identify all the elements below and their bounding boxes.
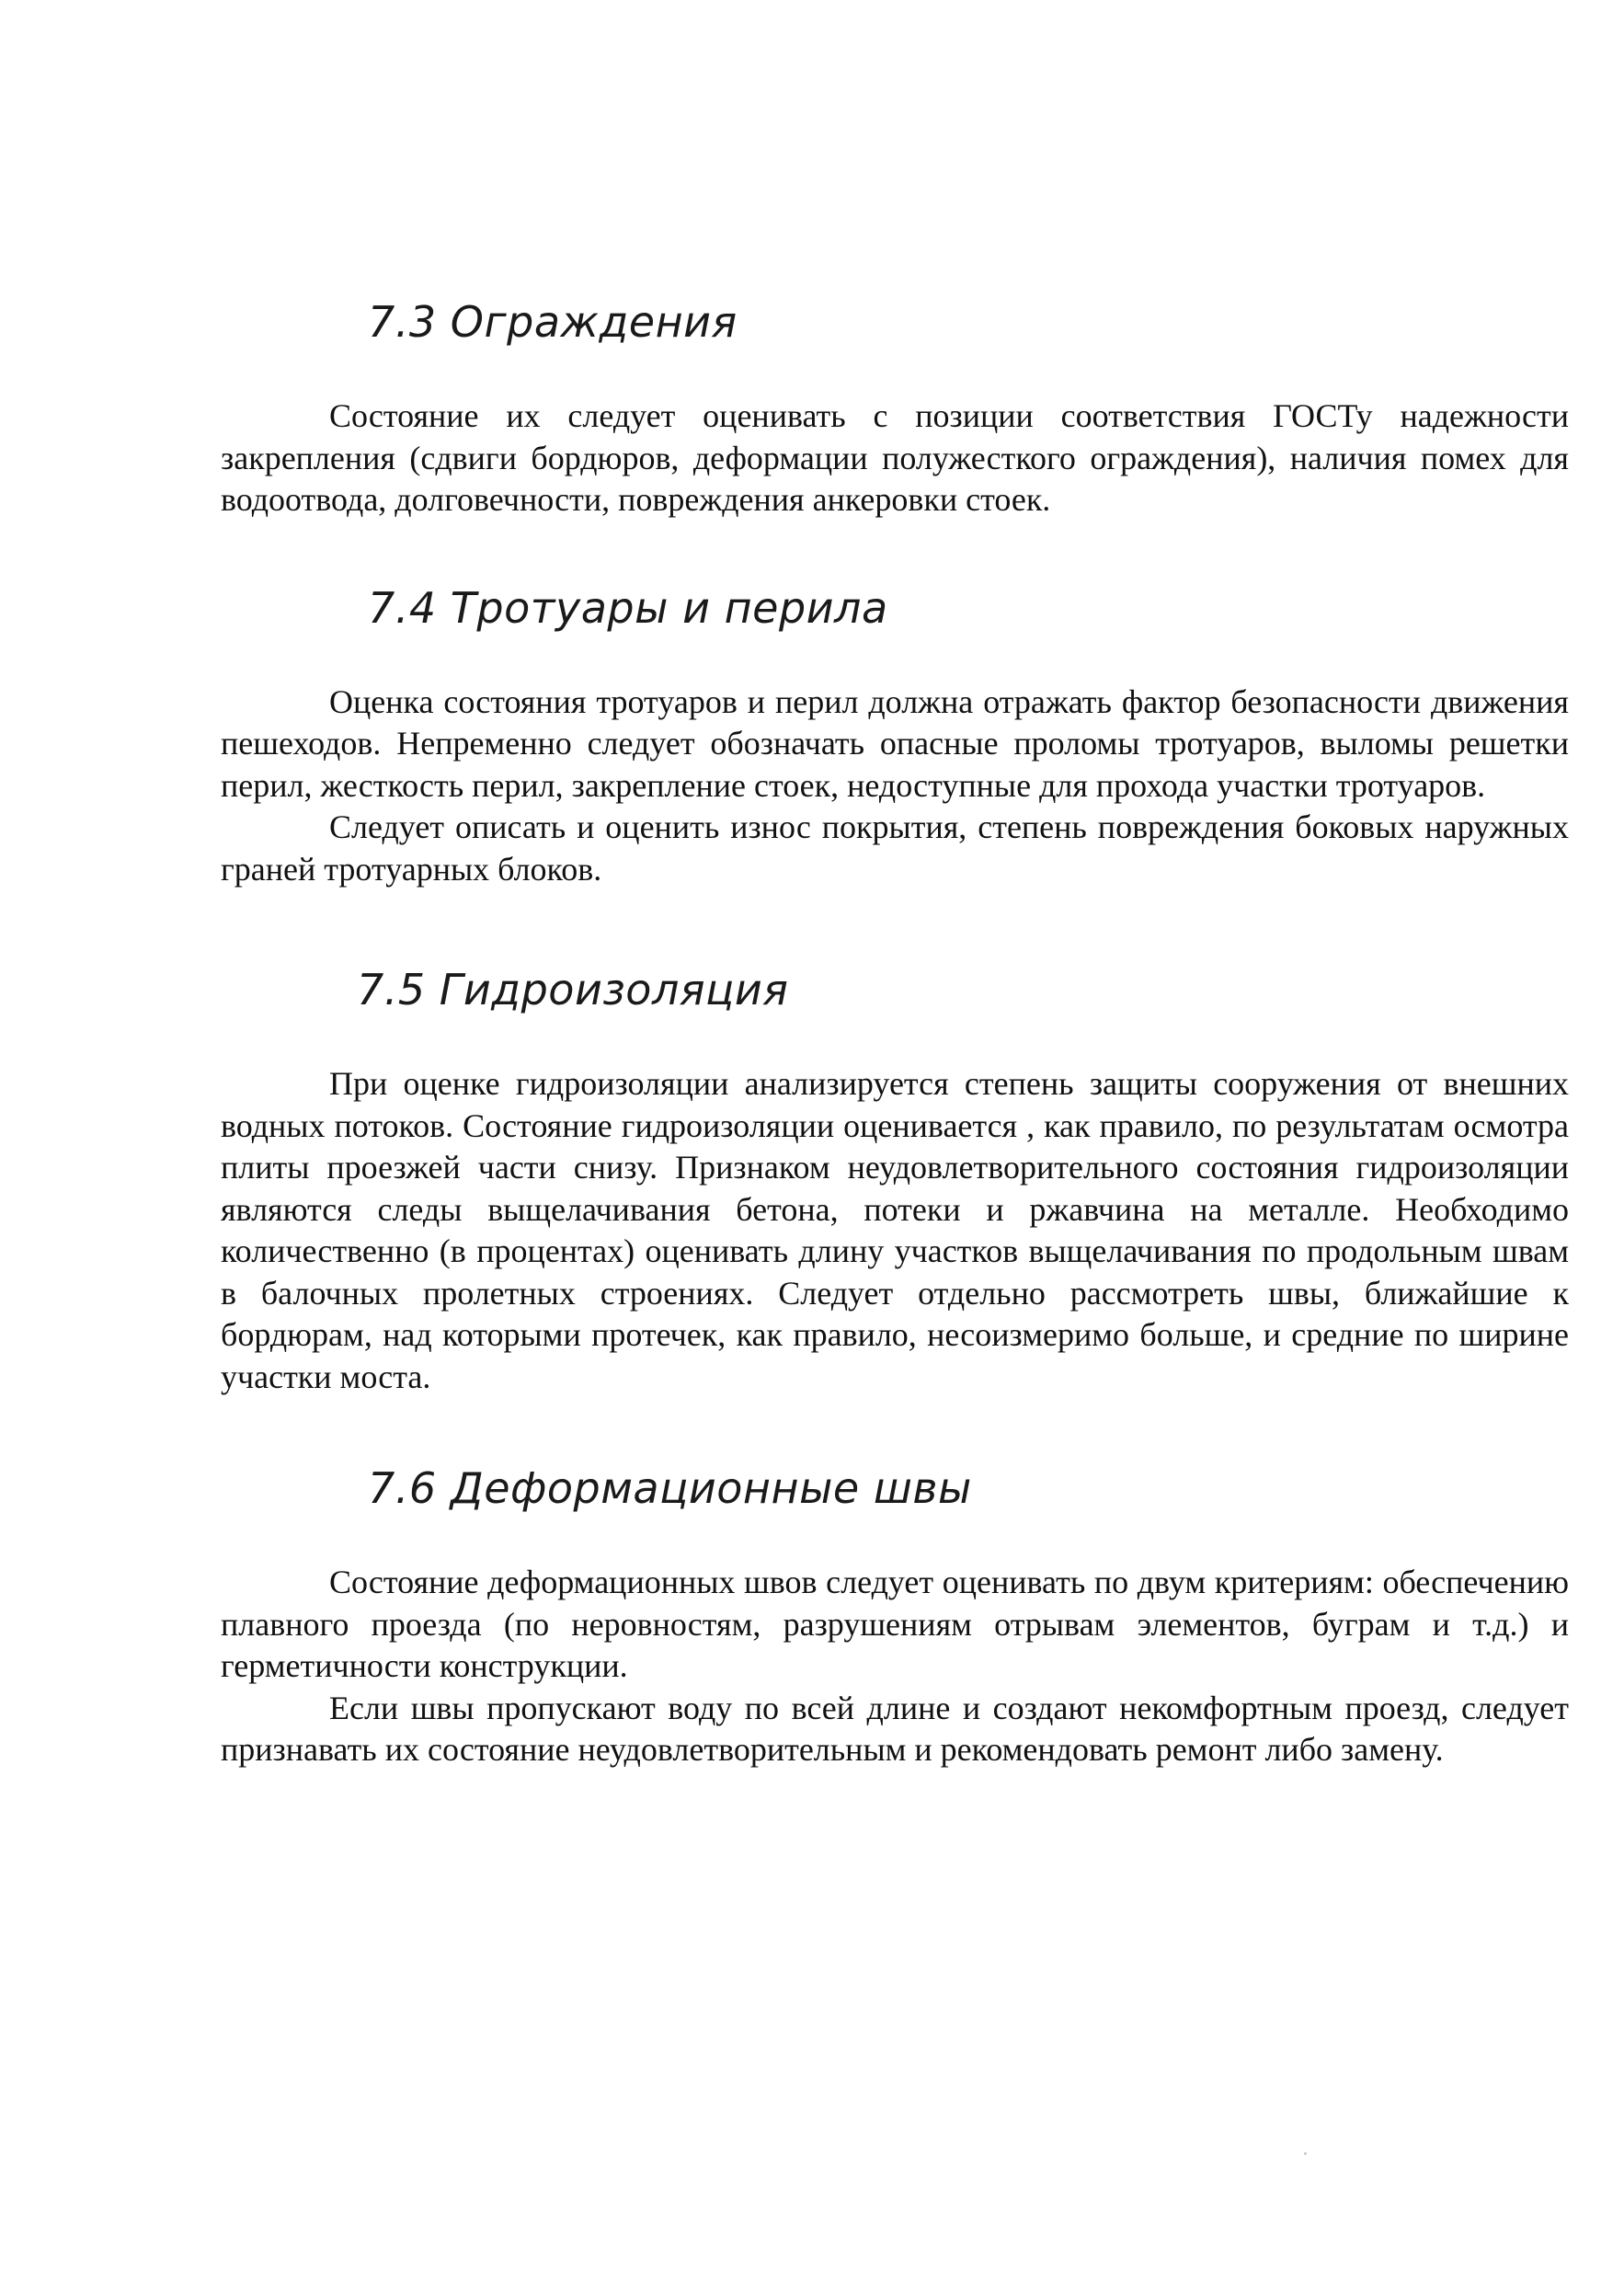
section-7-3 [221,294,1569,521]
section-7-6 [221,1461,1569,1771]
paragraph: Состояние деформационных швов следует оценивать по двум критериям: обеспечению плавного проезда (по неровностям, разрушениям отрывам элементов, буграм и т.д.) и герметичности конструкции. [221,1564,1569,1684]
section-heading: 7.3 Ограждения [368,297,738,347]
section-heading: 7.6 Деформационные швы [368,1463,972,1513]
section-heading: 7.5 Гидроизоляция [357,965,789,1014]
section-7-5 [221,962,1569,1398]
scan-speck [1304,2152,1307,2155]
paragraph: Следует описать и оценить износ покрытия, степень повреждения боковых наружных граней тротуарных блоков. [221,808,1569,888]
paragraph: Если швы пропускают воду по всей длине и создают некомфортным проезд, следует признавать их состояние неудовлетворительным и рекомендовать ремонт либо замену. [221,1689,1569,1768]
document-page [221,276,1569,1771]
section-7-4 [221,580,1569,891]
paragraph: Состояние их следует оценивать с позиции соответствия ГОСТу надежности закрепления (сдвиги бордюров, деформации полужесткого ограждения), наличия помех для водоотвода, долговечности, повреждения анкеровки стоек. [221,397,1569,518]
section-heading: 7.4 Тротуары и перила [368,582,888,633]
paragraph: При оценке гидроизоляции анализируется степень защиты сооружения от внешних водных потоков. Состояние гидроизоляции оценивается , как правило, по результатам осмотра плиты проезжей части снизу. Признаком неудовлетворительного состояния гидроизоляции являются следы выщелачивания бетона, потеки и ржавчина на металле. Необходимо количественно (в процентах) оценивать длину участков выщелачивания по продольным швам в балочных пролетных строениях. Следует отдельно рассмотреть швы, ближайшие к бордюрам, над которыми протечек, как правило, несоизмеримо больше, и средние по ширине участки моста. [221,1065,1569,1395]
paragraph: Оценка состояния тротуаров и перил должна отражать фактор безопасности движения пешеходов. Непременно следует обозначать опасные проломы тротуаров, выломы решетки перил, жесткость перил, закрепление стоек, недоступные для прохода участки тротуаров. [221,682,1569,804]
